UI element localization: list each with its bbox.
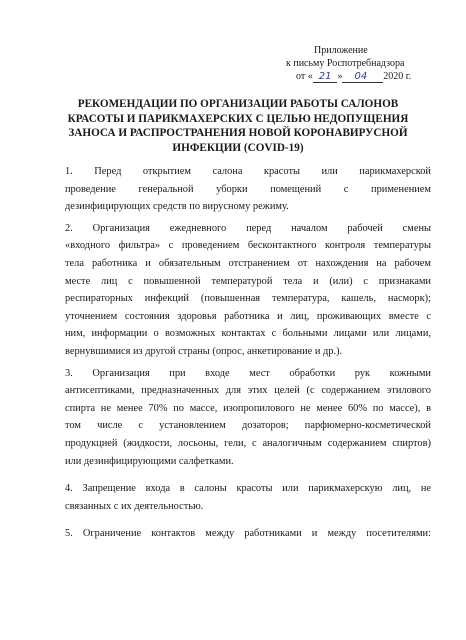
paragraph-line: 2. Организация ежедневного перед началом рабочей смены — [65, 222, 431, 234]
paragraph-line: респираторных инфекций (повышенная температура, кашель, насморк); — [65, 293, 431, 305]
document-body — [65, 163, 431, 543]
paragraph-4 — [65, 480, 431, 515]
date-prefix: от « — [296, 71, 313, 82]
paragraph-line: связанных с их деятельностью. — [65, 500, 204, 512]
paragraph-line: месте лиц с повышенной температурой тела и (или) с признаками — [65, 275, 431, 287]
document-title — [60, 97, 416, 155]
paragraph-2 — [65, 220, 431, 361]
title-line: ИНФЕКЦИИ (COVID-19) — [172, 141, 304, 154]
date-mid: » — [337, 71, 343, 82]
paragraph-line: антисептиками, предназначенных для этих целей (с содержанием этилового — [65, 385, 431, 397]
paragraph-line: тела работника и обязательным отстранением от нахождения на рабочем — [65, 257, 431, 269]
paragraph-line: уточнением состояния здоровья работника и лиц, проживающих вместе с — [65, 310, 431, 322]
paragraph-line: том числе с установлением дозаторов; парфюмерно-косметической — [65, 420, 431, 432]
paragraph-line: 4. Запрещение входа в салоны красоты или парикмахерскую лиц, не — [65, 483, 431, 495]
paragraph-5 — [65, 525, 431, 543]
attachment-letter-ref: к письму Роспотребнадзора — [286, 58, 405, 69]
paragraph-line: ним, информации о возможных контактах с больными лицами или лицами, — [65, 328, 431, 340]
paragraph-line: или дезинфицирующими салфетками. — [65, 455, 234, 467]
date-year: 2020 г. — [383, 71, 412, 82]
paragraph-line: 5. Ограничение контактов между работниками и между посетителями: — [65, 528, 431, 540]
handwritten-month: 04 — [342, 71, 383, 83]
title-line: КРАСОТЫ И ПАРИКМАХЕРСКИХ С ЦЕЛЬЮ НЕДОПУЩЕНИЯ — [67, 112, 409, 125]
paragraph-3 — [65, 365, 431, 471]
paragraph-line: 1. Перед открытием салона красоты или парикмахерской — [65, 166, 431, 177]
attachment-date — [286, 70, 446, 83]
paragraph-line: проведение генеральной уборки помещений с применением — [65, 183, 431, 195]
title-line: РЕКОМЕНДАЦИИ ПО ОРГАНИЗАЦИИ РАБОТЫ САЛОНОВ — [77, 98, 399, 110]
paragraph-line: 3. Организация при входе мест обработки рук кожными — [65, 367, 431, 379]
paragraph-line: продукцией (жидкости, лосьоны, гели, с аналогичным содержанием спиртов) — [65, 437, 431, 449]
paragraph-line: вернувшимися из другой страны (опрос, анкетирование и др.). — [65, 345, 343, 357]
paragraph-line: спирта не менее 70% по массе, изопропилового не менее 60% по массе), в — [65, 402, 431, 414]
paragraph-1 — [65, 163, 431, 216]
attachment-header — [286, 44, 446, 83]
title-line: ЗАНОСА И РАСПРОСТРАНЕНИЯ НОВОЙ КОРОНАВИРУСНОЙ — [68, 127, 408, 139]
handwritten-day: 21 — [313, 71, 338, 83]
paragraph-line: «входного фильтра» с проведением бесконтактного контроля температуры — [65, 240, 431, 252]
attachment-label: Приложение — [314, 45, 368, 56]
paragraph-line: дезинфицирующих средств по вирусному режиму. — [65, 201, 289, 213]
